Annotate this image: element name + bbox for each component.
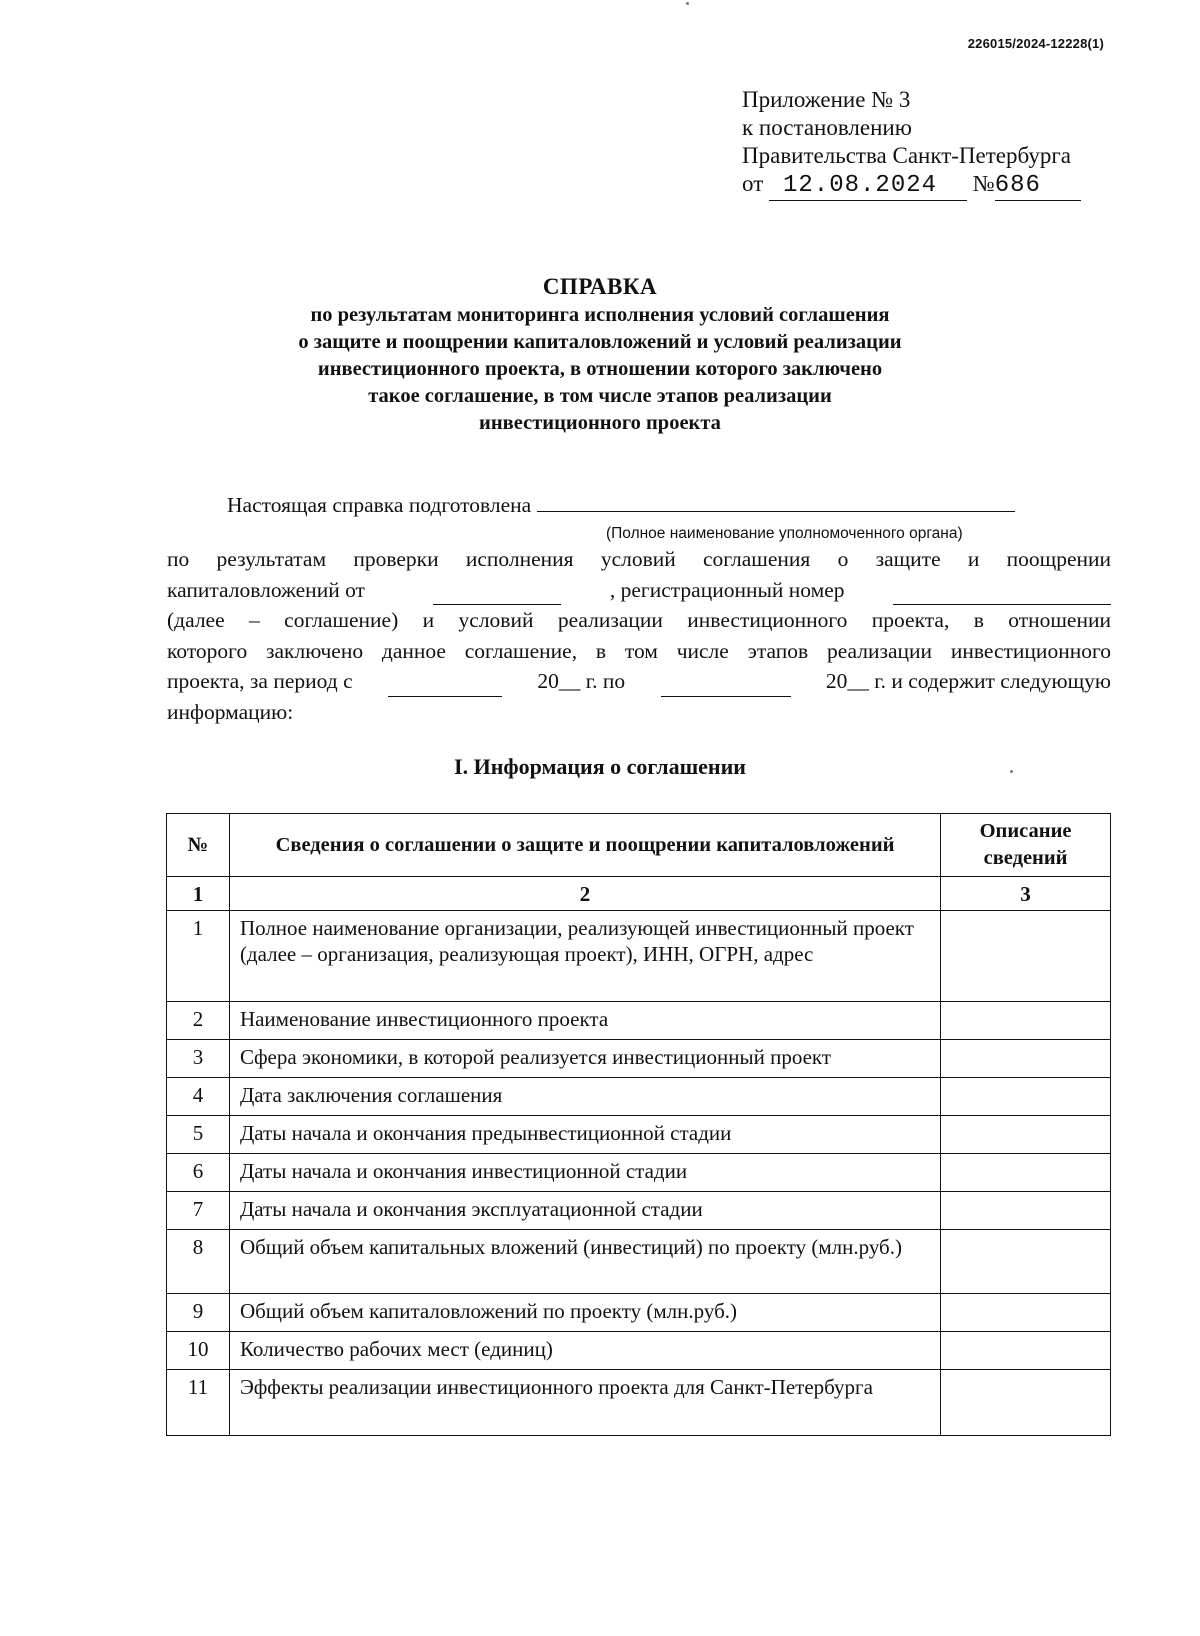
intro-text: информацию: [167, 699, 294, 724]
intro-text: 20__ г. по [537, 669, 626, 693]
prepared-by-line [227, 493, 1015, 518]
intro-text: по результатам проверки исполнения условий соглашения о защите и поощрении [167, 547, 1111, 571]
registration-number-blank[interactable] [893, 575, 1111, 606]
scan-artifact [1010, 770, 1013, 773]
title-main: СПРАВКА [542, 274, 658, 299]
index-cell: 2 [229, 877, 940, 911]
agreement-date-blank[interactable] [433, 575, 561, 606]
table-row [167, 1002, 1111, 1040]
title-sub-line: такое соглашение, в том числе этапов реализации [368, 385, 832, 407]
table-row [167, 1040, 1111, 1078]
intro-paragraph [167, 544, 1111, 727]
appendix-number: Приложение № 3 [742, 87, 911, 112]
row-label: Дата заключения соглашения [229, 1078, 940, 1116]
row-number: 7 [167, 1192, 230, 1230]
table-row [167, 911, 1111, 1002]
row-value-cell[interactable] [941, 1002, 1111, 1040]
row-number: 9 [167, 1294, 230, 1332]
row-label: Даты начала и окончания инвестиционной стадии [229, 1154, 940, 1192]
row-value-cell[interactable] [941, 1116, 1111, 1154]
intro-text: проекта, за период с [167, 669, 353, 693]
row-number: 5 [167, 1116, 230, 1154]
intro-text: 20__ г. и содержит следующую [825, 669, 1111, 693]
intro-line-5 [167, 666, 1111, 697]
intro-line-2 [167, 575, 1111, 606]
row-number: 2 [167, 1002, 230, 1040]
resolution-number: 686 [995, 172, 1081, 201]
intro-line-1 [167, 544, 1111, 575]
authority-hint: (Полное наименование уполномоченного органа) [606, 525, 963, 542]
row-number: 4 [167, 1078, 230, 1116]
table-row [167, 1154, 1111, 1192]
intro-text: которого заключено данное соглашение, в том числе этапов реализации инвестиционного [167, 638, 1111, 663]
row-value-cell[interactable] [941, 1040, 1111, 1078]
table-header-row [167, 814, 1111, 877]
row-number: 11 [167, 1370, 230, 1436]
title-sub-line: инвестиционного проекта [479, 412, 721, 434]
authority-name-blank[interactable] [537, 511, 1015, 512]
resolution-date: 12.08.2024 [769, 172, 967, 201]
row-number: 6 [167, 1154, 230, 1192]
index-cell: 3 [941, 877, 1111, 911]
section-title: I. Информация о соглашении [454, 754, 746, 779]
row-label: Эффекты реализации инвестиционного проекта для Санкт-Петербурга [229, 1370, 940, 1436]
period-start-blank[interactable] [388, 666, 502, 697]
table-index-row [167, 877, 1111, 911]
header-number: № [167, 814, 230, 877]
document-id: 226015/2024-12228(1) [967, 36, 1104, 51]
appendix-date-number-line [742, 170, 1081, 201]
appendix-header [742, 86, 1081, 201]
header-description: Описание сведений [941, 814, 1111, 877]
index-cell: 1 [167, 877, 230, 911]
table-row [167, 1332, 1111, 1370]
intro-line-3 [167, 605, 1111, 636]
row-label: Общий объем капитальных вложений (инвестиций) по проекту (млн.руб.) [229, 1230, 940, 1294]
row-label: Количество рабочих мест (единиц) [229, 1332, 940, 1370]
row-label: Даты начала и окончания эксплуатационной стадии [229, 1192, 940, 1230]
row-label: Сфера экономики, в которой реализуется инвестиционный проект [229, 1040, 940, 1078]
appendix-resolution-ref: к постановлению [742, 115, 912, 140]
table-row [167, 1078, 1111, 1116]
header-info: Сведения о соглашении о защите и поощрении капиталовложений [229, 814, 940, 877]
row-number: 10 [167, 1332, 230, 1370]
row-value-cell[interactable] [941, 911, 1111, 1002]
row-label: Полное наименование организации, реализующей инвестиционный проект (далее – организация, реализующая проект), ИНН, ОГРН, адрес [229, 911, 940, 1002]
intro-text: , регистрационный номер [609, 577, 845, 602]
from-label: от [742, 171, 764, 196]
scan-artifact [686, 2, 689, 5]
table-row [167, 1294, 1111, 1332]
row-label: Наименование инвестиционного проекта [229, 1002, 940, 1040]
table-row [167, 1230, 1111, 1294]
row-value-cell[interactable] [941, 1230, 1111, 1294]
title-sub-line: по результатам мониторинга исполнения условий соглашения [310, 304, 890, 326]
row-number: 1 [167, 911, 230, 1002]
appendix-government: Правительства Санкт-Петербурга [742, 143, 1071, 168]
intro-line-6 [167, 697, 1111, 728]
row-number: 8 [167, 1230, 230, 1294]
period-end-blank[interactable] [661, 666, 791, 697]
row-label: Даты начала и окончания предынвестиционной стадии [229, 1116, 940, 1154]
number-label: № [972, 171, 995, 196]
prepared-by-label: Настоящая справка подготовлена [227, 493, 532, 517]
row-value-cell[interactable] [941, 1078, 1111, 1116]
row-number: 3 [167, 1040, 230, 1078]
title-sub-line: инвестиционного проекта, в отношении которого заключено [317, 358, 883, 380]
document-title [0, 272, 1200, 437]
row-value-cell[interactable] [941, 1332, 1111, 1370]
intro-text: (далее – соглашение) и условий реализации инвестиционного проекта, в отношении [167, 608, 1111, 632]
row-label: Общий объем капиталовложений по проекту (млн.руб.) [229, 1294, 940, 1332]
row-value-cell[interactable] [941, 1154, 1111, 1192]
title-sub-line: о защите и поощрении капиталовложений и условий реализации [298, 331, 902, 353]
table-row [167, 1192, 1111, 1230]
agreement-info-table [166, 813, 1111, 1436]
row-value-cell[interactable] [941, 1192, 1111, 1230]
row-value-cell[interactable] [941, 1370, 1111, 1436]
table-row [167, 1370, 1111, 1436]
row-value-cell[interactable] [941, 1294, 1111, 1332]
table-row [167, 1116, 1111, 1154]
intro-line-4 [167, 636, 1111, 667]
intro-text: капиталовложений от [167, 577, 365, 602]
